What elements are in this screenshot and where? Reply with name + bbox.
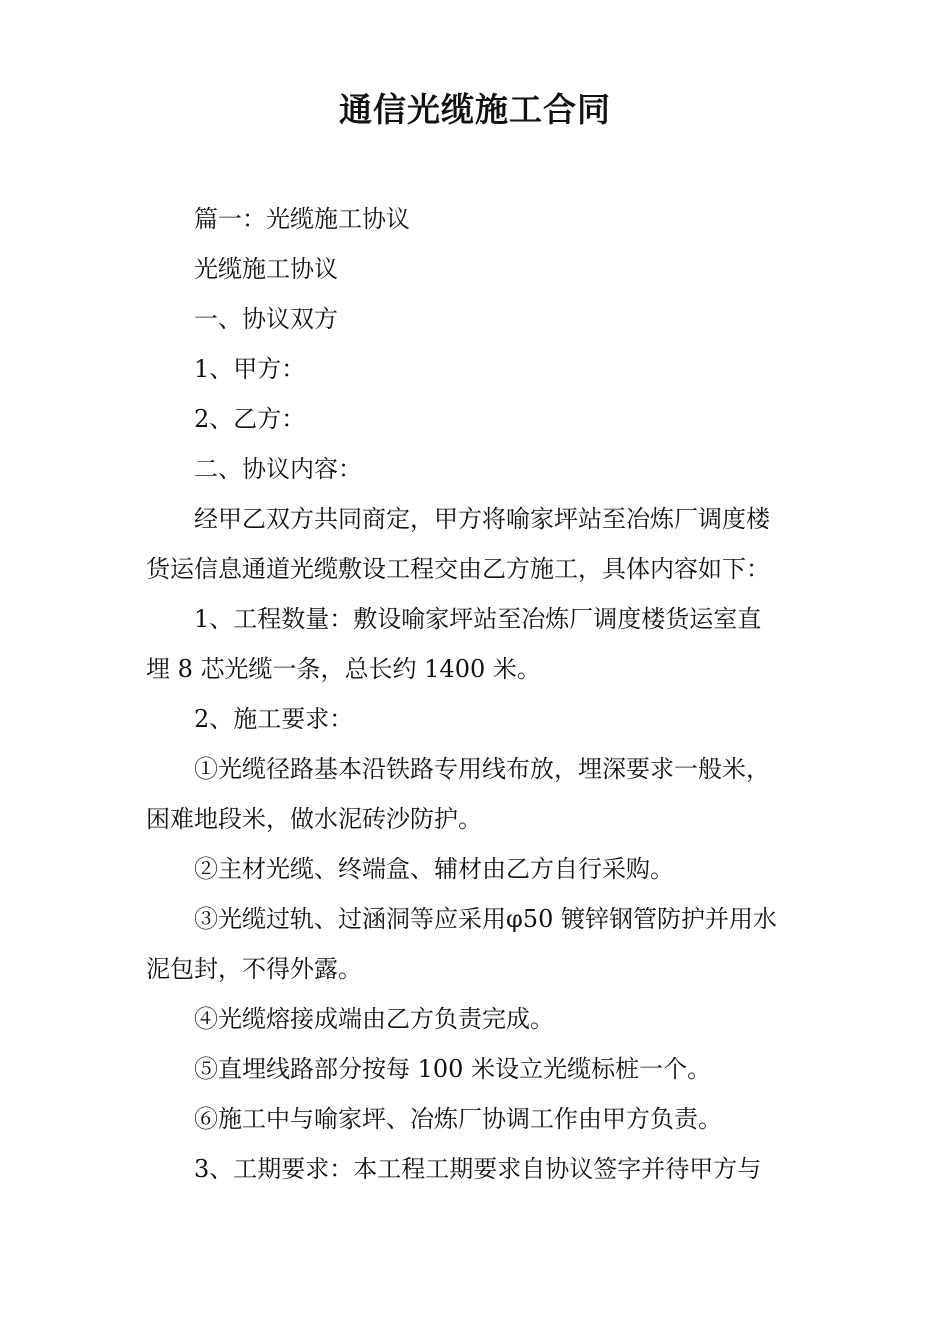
paragraph-line: 光缆施工协议 — [194, 255, 338, 283]
paragraph-requirement-2 — [146, 844, 810, 894]
paragraph-line: 货运信息通道光缆敷设工程交由乙方施工，具体内容如下： — [146, 555, 770, 583]
paragraph-requirements-heading — [146, 694, 810, 744]
paragraph-line: 1、工程数量：敷设喻家坪站至冶炼厂调度楼货运室直 — [194, 605, 762, 633]
paragraph-line: 泥包封，不得外露。 — [146, 955, 362, 983]
paragraph-line: 2、施工要求： — [194, 705, 354, 733]
paragraph-line: 1、甲方： — [194, 355, 306, 383]
paragraph-line: ④光缆熔接成端由乙方负责完成。 — [194, 1005, 554, 1033]
paragraph-requirement-1 — [146, 744, 810, 844]
paragraph-line: 二、协议内容： — [194, 455, 362, 483]
paragraph-intro — [146, 494, 810, 594]
paragraph-requirement-4 — [146, 994, 810, 1044]
document-title: 通信光缆施工合同 — [339, 90, 611, 129]
paragraph-party-b — [146, 394, 810, 444]
paragraph-line: ③光缆过轨、过涵洞等应采用φ50 镀锌钢管防护并用水 — [194, 905, 777, 933]
paragraph-requirement-3 — [146, 894, 810, 994]
paragraph-schedule — [146, 1144, 810, 1194]
paragraph-quantity — [146, 594, 810, 694]
paragraph-line: 3、工期要求：本工程工期要求自协议签字并待甲方与 — [194, 1155, 762, 1183]
paragraph-line: 篇一：光缆施工协议 — [194, 205, 410, 233]
paragraph-line: 困难地段米，做水泥砖沙防护。 — [146, 805, 482, 833]
paragraph-line: ⑤直埋线路部分按每 100 米设立光缆标桩一个。 — [194, 1055, 712, 1083]
paragraph-line: 2、乙方： — [194, 405, 306, 433]
paragraph-line: ①光缆径路基本沿铁路专用线布放，埋深要求一般米， — [194, 755, 770, 783]
paragraph-requirement-6 — [146, 1094, 810, 1144]
paragraph-agreement-title — [146, 244, 810, 294]
paragraph-party-a — [146, 344, 810, 394]
document-body — [146, 194, 810, 1194]
paragraph-section-content — [146, 444, 810, 494]
paragraph-line: ②主材光缆、终端盒、辅材由乙方自行采购。 — [194, 855, 674, 883]
paragraph-section-parties — [146, 294, 810, 344]
paragraph-line: ⑥施工中与喻家坪、冶炼厂协调工作由甲方负责。 — [194, 1105, 722, 1133]
paragraph-requirement-5 — [146, 1044, 810, 1094]
paragraph-part-one-heading — [146, 194, 810, 244]
paragraph-line: 埋 8 芯光缆一条，总长约 1400 米。 — [146, 655, 541, 683]
paragraph-line: 经甲乙双方共同商定，甲方将喻家坪站至冶炼厂调度楼 — [194, 505, 770, 533]
paragraph-line: 一、协议双方 — [194, 305, 338, 333]
